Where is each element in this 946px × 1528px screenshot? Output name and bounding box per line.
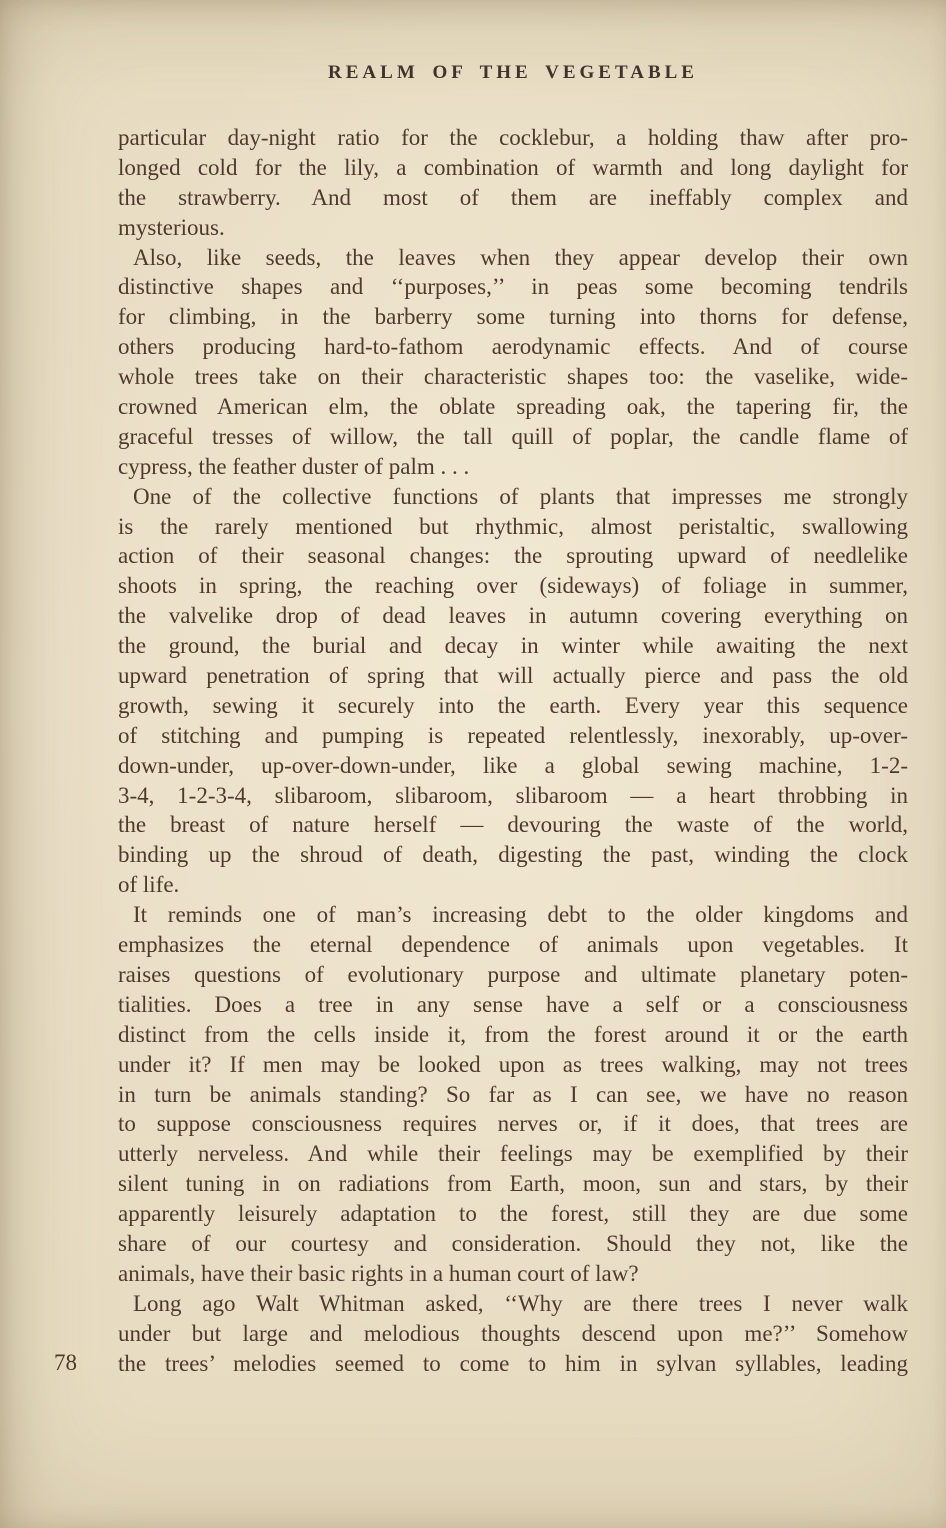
text-line: down-under, up-over-down-under, like a global sewing machine, 1-2- [118,752,908,778]
text-line: the trees’ melodies seemed to come to him in sylvan syllables, leading [118,1350,908,1376]
text-line: One of the collective functions of plants that impresses me strongly [133,483,908,509]
text-line: others producing hard-to-fathom aerodynamic effects. And of course [118,334,908,360]
text-line: to suppose consciousness requires nerves or, if it does, that trees are [118,1111,908,1137]
page-number: 78 [54,1350,77,1375]
text-line: raises questions of evolutionary purpose and ultimate planetary poten- [118,961,908,987]
text-line: the valvelike drop of dead leaves in autumn covering everything on [118,603,908,629]
text-line: distinctive shapes and ‘‘purposes,’’ in peas some becoming tendrils [118,274,908,300]
text-line: animals, have their basic rights in a human court of law? [118,1260,639,1286]
text-line: Also, like seeds, the leaves when they appear develop their own [133,244,908,270]
text-line: 3-4, 1-2-3-4, slibaroom, slibaroom, slibaroom — a heart throbbing in [118,782,908,808]
text-line: upward penetration of spring that will actually pierce and pass the old [118,663,908,689]
text-line: emphasizes the eternal dependence of animals upon vegetables. It [118,932,908,958]
text-line: crowned American elm, the oblate spreading oak, the tapering fir, the [118,394,908,420]
text-line: action of their seasonal changes: the sprouting upward of needlelike [118,543,908,569]
text-line: tialities. Does a tree in any sense have a self or a consciousness [118,991,908,1017]
text-line: silent tuning in on radiations from Earth, moon, sun and stars, by their [118,1171,908,1197]
text-line: share of our courtesy and consideration. Should they not, like the [118,1230,908,1256]
paragraph [118,900,908,1289]
text-line: particular day-night ratio for the cocklebur, a holding thaw after pro- [118,125,908,150]
text-line: the breast of nature herself — devouring the waste of the world, [118,812,908,838]
paragraph [118,1289,908,1379]
running-header: REALM OF THE VEGETABLE [328,62,698,83]
text-line: binding up the shroud of death, digesting the past, winding the clock [118,842,908,868]
text-line: of life. [118,872,180,898]
text-line: of stitching and pumping is repeated relentlessly, inexorably, up-over- [118,722,908,748]
text-line: mysterious. [118,214,225,240]
text-line: for climbing, in the barberry some turning into thorns for defense, [118,304,908,330]
page-text-block [118,123,908,1378]
text-line: under it? If men may be looked upon as trees walking, may not trees [118,1051,908,1077]
text-line: utterly nerveless. And while their feelings may be exemplified by their [118,1141,908,1167]
text-line: distinct from the cells inside it, from the forest around it or the earth [118,1021,908,1047]
text-line: shoots in spring, the reaching over (sideways) of foliage in summer, [118,573,908,599]
text-line: cypress, the feather duster of palm . . . [118,453,470,479]
text-line: is the rarely mentioned but rhythmic, almost peristaltic, swallowing [118,513,908,539]
text-line: the ground, the burial and decay in winter while awaiting the next [118,633,908,659]
text-line: whole trees take on their characteristic shapes too: the vaselike, wide- [118,364,908,390]
text-line: graceful tresses of willow, the tall quill of poplar, the candle flame of [118,423,908,449]
paragraph [118,243,908,482]
paragraph [118,123,908,243]
text-line: apparently leisurely adaptation to the forest, still they are due some [118,1201,908,1227]
text-line: growth, sewing it securely into the earth. Every year this sequence [118,692,908,718]
text-line: longed cold for the lily, a combination of warmth and long daylight for [118,154,908,180]
text-line: under but large and melodious thoughts descend upon me?’’ Somehow [118,1320,908,1346]
text-line: the strawberry. And most of them are ineffably complex and [118,184,908,210]
text-line: in turn be animals standing? So far as I can see, we have no reason [118,1081,908,1107]
paragraph [118,482,908,900]
text-line: Long ago Walt Whitman asked, ‘‘Why are there trees I never walk [133,1290,908,1316]
text-line: It reminds one of man’s increasing debt to the older kingdoms and [133,902,908,928]
